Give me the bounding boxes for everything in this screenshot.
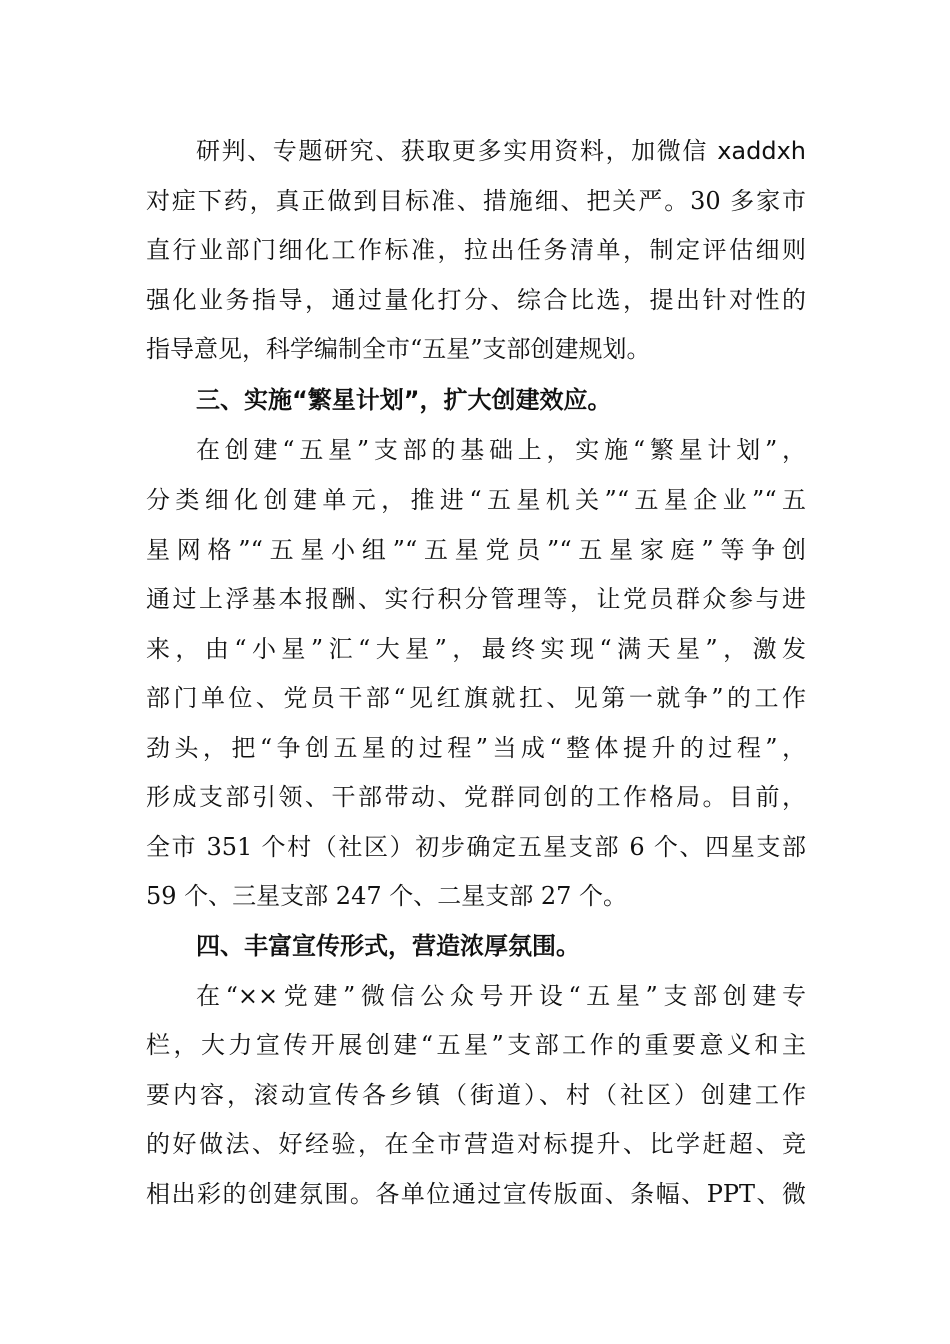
text-line-12: 部门单位、党员干部“见红旗就扛、见第一就争”的工作 xyxy=(146,684,806,712)
text-line-16: 59 个、三星支部 247 个、二星支部 27 个。 xyxy=(146,882,628,910)
text-line-3: 直行业部门细化工作标准，拉出任务清单，制定评估细则 xyxy=(146,236,806,264)
text-line-10: 通过上浮基本报酬、实行积分管理等，让党员群众参与进 xyxy=(146,585,806,613)
text-line-1-part-1: 研判、专题研究、 xyxy=(196,137,401,165)
text-line-5: 指导意见，科学编制全市“五星”支部创建规划。 xyxy=(146,335,651,363)
text-line-11: 来，由“小星”汇“大星”，最终实现“满天星”，激发 xyxy=(146,635,806,663)
section-heading-3: 三、实施“繁星计划”，扩大创建效应。 xyxy=(196,386,612,414)
promo-text: 获取更多实用资料，加微信 xaddxh xyxy=(400,137,807,165)
text-line-22: 相出彩的创建氛围。各单位通过宣传版面、条幅、PPT、微 xyxy=(146,1180,806,1208)
text-line-8: 分类细化创建单元，推进“五星机关”“五星企业”“五 xyxy=(146,486,806,514)
text-line-2: 对症下药，真正做到目标准、措施细、把关严。30 多家市 xyxy=(146,187,806,215)
text-line-15: 全市 351 个村（社区）初步确定五星支部 6 个、四星支部 xyxy=(146,833,806,861)
text-line-1 xyxy=(196,131,806,171)
text-line-18: 在“××党建”微信公众号开设“五星”支部创建专 xyxy=(196,982,806,1010)
text-line-7: 在创建“五星”支部的基础上，实施“繁星计划”， xyxy=(196,436,806,464)
text-line-19: 栏，大力宣传开展创建“五星”支部工作的重要意义和主 xyxy=(146,1031,806,1059)
text-line-14: 形成支部引领、干部带动、党群同创的工作格局。目前， xyxy=(146,783,806,811)
text-line-21: 的好做法、好经验，在全市营造对标提升、比学赶超、竞 xyxy=(146,1130,806,1158)
text-line-13: 劲头，把“争创五星的过程”当成“整体提升的过程”， xyxy=(146,734,806,762)
text-line-20: 要内容，滚动宣传各乡镇（街道）、村（社区）创建工作 xyxy=(146,1081,806,1109)
text-line-9: 星网格”“五星小组”“五星党员”“五星家庭”等争创 xyxy=(146,536,806,564)
text-line-4: 强化业务指导，通过量化打分、综合比选，提出针对性的 xyxy=(146,286,806,314)
section-heading-4: 四、丰富宣传形式，营造浓厚氛围。 xyxy=(196,932,580,960)
